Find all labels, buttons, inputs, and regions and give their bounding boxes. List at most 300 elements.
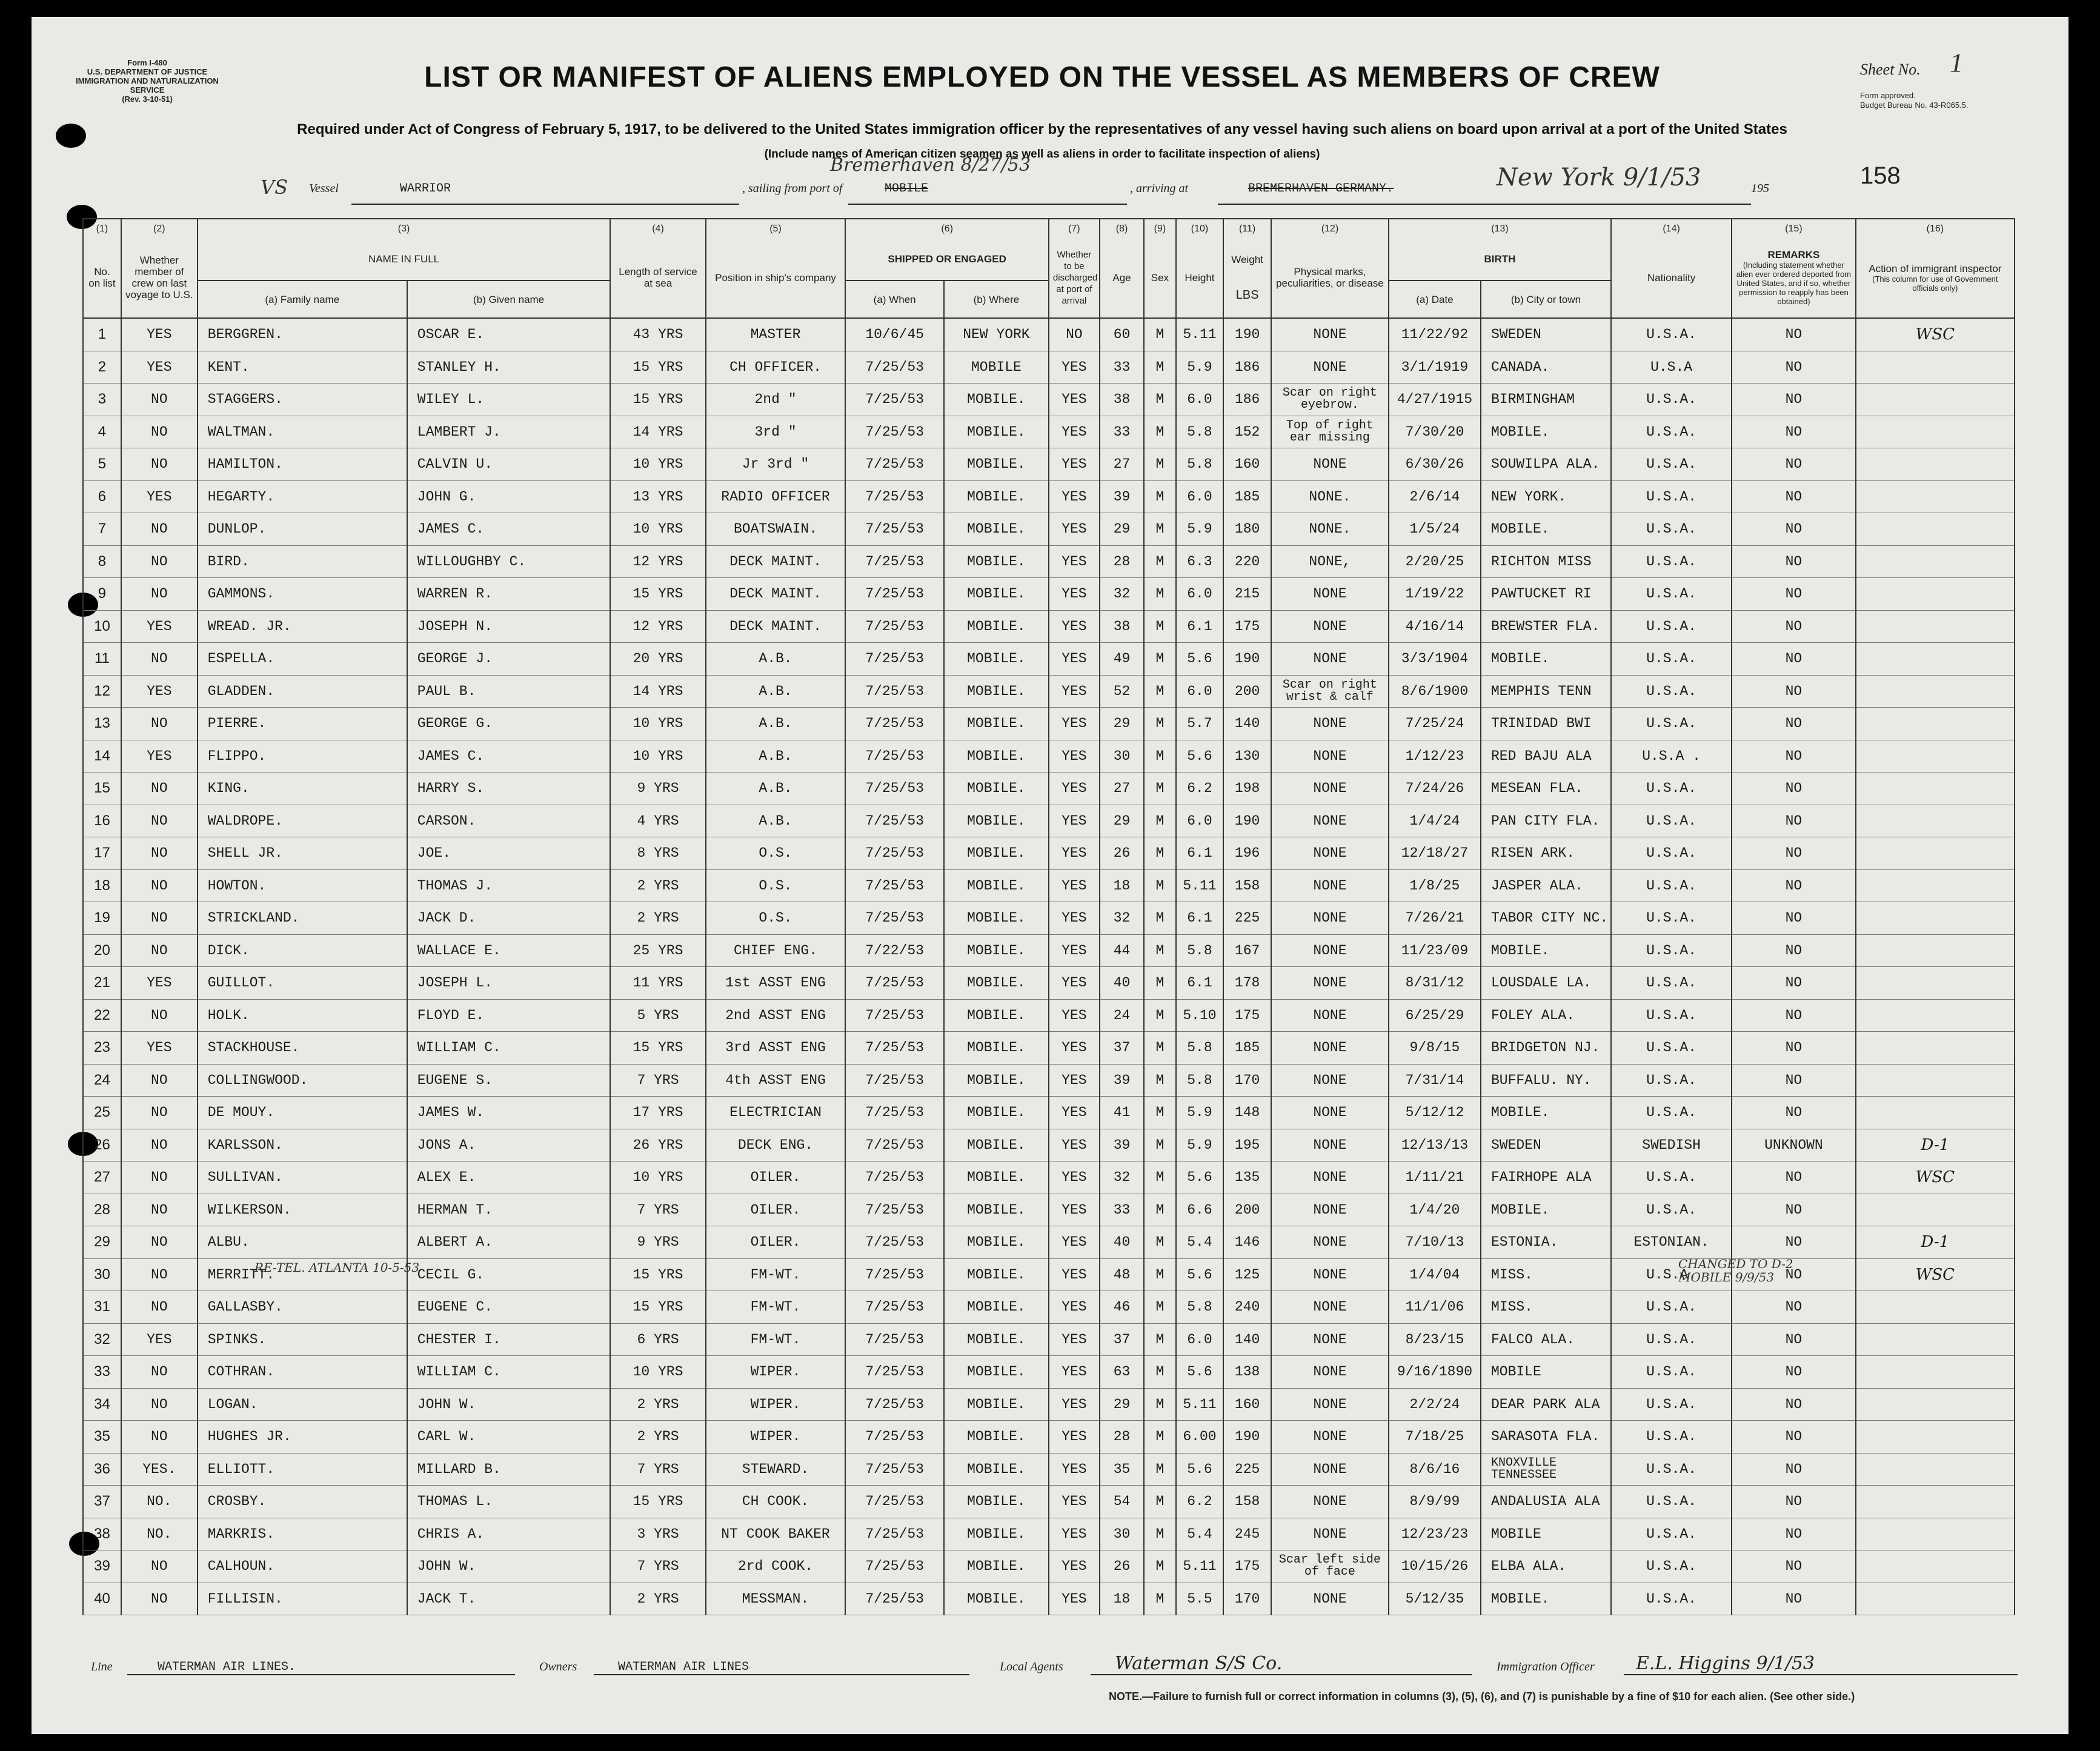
cell-service-length: 8 YRS — [610, 837, 705, 870]
cell-height: 5.8 — [1176, 1032, 1224, 1065]
cell-family-name: KING. — [198, 772, 407, 805]
cell-service-length: 17 YRS — [610, 1097, 705, 1129]
cell-service-length: 15 YRS — [610, 1032, 705, 1065]
cell-physical-marks: NONE — [1271, 1032, 1389, 1065]
cell-sex: M — [1144, 1388, 1175, 1421]
cell-birth-city: ESTONIA. — [1481, 1226, 1611, 1259]
cell-weight: 185 — [1223, 1032, 1271, 1065]
cell-inspector-action — [1856, 545, 2015, 578]
cell-service-length: 10 YRS — [610, 1161, 705, 1194]
cell-row-number: 15 — [83, 772, 121, 805]
cell-birth-city: MOBILE. — [1481, 1583, 1611, 1615]
cell-inspector-action — [1856, 1032, 2015, 1065]
cell-nationality: U.S.A. — [1611, 869, 1732, 902]
table-row — [83, 1421, 2015, 1454]
cell-position: WIPER. — [706, 1356, 846, 1389]
col-num: (3) — [198, 219, 611, 238]
cell-remarks: NO — [1732, 1291, 1855, 1324]
cell-remarks: NO — [1732, 1388, 1855, 1421]
cell-sex: M — [1144, 1194, 1175, 1226]
cell-row-number: 38 — [83, 1518, 121, 1550]
cell-birth-date: 8/23/15 — [1389, 1323, 1481, 1356]
cell-physical-marks: NONE — [1271, 1064, 1389, 1097]
cell-nationality: U.S.A. — [1611, 1097, 1732, 1129]
cell-nationality: U.S.A. — [1611, 1453, 1732, 1486]
cell-service-length: 12 YRS — [610, 545, 705, 578]
cell-service-length: 14 YRS — [610, 675, 705, 708]
cell-physical-marks: NONE — [1271, 902, 1389, 935]
cell-position: A.B. — [706, 772, 846, 805]
cell-given-name: EUGENE C. — [407, 1291, 611, 1324]
cell-row-number: 25 — [83, 1097, 121, 1129]
cell-position: DECK MAINT. — [706, 578, 846, 611]
cell-remarks: NO — [1732, 999, 1855, 1032]
cell-physical-marks: NONE — [1271, 869, 1389, 902]
officer-label: Immigration Officer — [1497, 1660, 1595, 1673]
cell-given-name: EUGENE S. — [407, 1064, 611, 1097]
table-row — [83, 1388, 2015, 1421]
cell-family-name: GAMMONS. — [198, 578, 407, 611]
cell-remarks: NO — [1732, 1064, 1855, 1097]
cell-weight: 138 — [1223, 1356, 1271, 1389]
cell-shipped-where: MOBILE. — [944, 1161, 1049, 1194]
cell-row-number: 12 — [83, 675, 121, 708]
cell-discharged: YES — [1049, 1032, 1100, 1065]
cell-shipped-where: MOBILE. — [944, 480, 1049, 513]
cell-age: 41 — [1100, 1097, 1144, 1129]
cell-row-number: 16 — [83, 805, 121, 837]
col-num: (13) — [1389, 219, 1611, 238]
cell-weight: 190 — [1223, 805, 1271, 837]
cell-shipped-when: 7/25/53 — [845, 1550, 944, 1583]
cell-age: 30 — [1100, 740, 1144, 772]
cell-sex: M — [1144, 480, 1175, 513]
cell-row-number: 22 — [83, 999, 121, 1032]
cell-shipped-when: 7/25/53 — [845, 1032, 944, 1065]
cell-row-number: 35 — [83, 1421, 121, 1454]
cell-birth-city: MEMPHIS TENN — [1481, 675, 1611, 708]
cell-member-last-voyage: NO — [121, 384, 198, 416]
cell-weight: 190 — [1223, 1421, 1271, 1454]
cell-inspector-action: D-1 — [1856, 1226, 2015, 1259]
table-row — [83, 1161, 2015, 1194]
cell-age: 33 — [1100, 1194, 1144, 1226]
cell-family-name: ELLIOTT. — [198, 1453, 407, 1486]
cell-row-number: 7 — [83, 513, 121, 546]
cell-row-number: 27 — [83, 1161, 121, 1194]
cell-family-name: STACKHOUSE. — [198, 1032, 407, 1065]
col-num: (7) — [1049, 219, 1100, 238]
cell-shipped-where: MOBILE. — [944, 708, 1049, 740]
cell-weight: 198 — [1223, 772, 1271, 805]
cell-row-number: 18 — [83, 869, 121, 902]
cell-family-name: SPINKS. — [198, 1323, 407, 1356]
cell-remarks: NO — [1732, 869, 1855, 902]
cell-sex: M — [1144, 1097, 1175, 1129]
cell-position: MESSMAN. — [706, 1583, 846, 1615]
cell-weight: 225 — [1223, 1453, 1271, 1486]
cell-sex: M — [1144, 1291, 1175, 1324]
cell-weight: 152 — [1223, 416, 1271, 448]
cell-discharged: YES — [1049, 1097, 1100, 1129]
cell-service-length: 2 YRS — [610, 869, 705, 902]
cell-service-length: 11 YRS — [610, 967, 705, 1000]
table-row — [83, 1194, 2015, 1226]
col-num: (10) — [1176, 219, 1224, 238]
agents-label: Local Agents — [1000, 1660, 1063, 1673]
cell-inspector-action — [1856, 740, 2015, 772]
cell-age: 52 — [1100, 675, 1144, 708]
cell-remarks: NO — [1732, 578, 1855, 611]
col-given-name: (b) Given name — [407, 281, 611, 318]
cell-remarks: NO — [1732, 1032, 1855, 1065]
cell-birth-date: 2/6/14 — [1389, 480, 1481, 513]
cell-family-name: PIERRE. — [198, 708, 407, 740]
cell-birth-city: MISS. — [1481, 1258, 1611, 1291]
line-label: Line — [91, 1660, 113, 1673]
table-row — [83, 1453, 2015, 1486]
col-height: Height — [1176, 238, 1224, 318]
cell-shipped-when: 7/25/53 — [845, 1518, 944, 1550]
cell-birth-city: MOBILE. — [1481, 643, 1611, 676]
cell-inspector-action — [1856, 578, 2015, 611]
cell-birth-date: 9/16/1890 — [1389, 1356, 1481, 1389]
cell-given-name: CECIL G. — [407, 1258, 611, 1291]
cell-birth-city: MOBILE. — [1481, 934, 1611, 967]
cell-remarks: NO — [1732, 902, 1855, 935]
cell-service-length: 15 YRS — [610, 1258, 705, 1291]
cell-birth-city: MOBILE. — [1481, 416, 1611, 448]
cell-birth-city: SWEDEN — [1481, 318, 1611, 351]
table-row — [83, 999, 2015, 1032]
cell-weight: 125 — [1223, 1258, 1271, 1291]
cell-given-name: FLOYD E. — [407, 999, 611, 1032]
cell-discharged: YES — [1049, 837, 1100, 870]
cell-given-name: CARSON. — [407, 805, 611, 837]
cell-shipped-when: 7/25/53 — [845, 967, 944, 1000]
cell-row-number: 6 — [83, 480, 121, 513]
cell-service-length: 7 YRS — [610, 1194, 705, 1226]
cell-discharged: YES — [1049, 480, 1100, 513]
col-weight: Weight LBS — [1223, 238, 1271, 318]
cell-weight: 175 — [1223, 610, 1271, 643]
cell-given-name: HARRY S. — [407, 772, 611, 805]
cell-nationality: U.S.A — [1611, 351, 1732, 384]
cell-birth-city: PAN CITY FLA. — [1481, 805, 1611, 837]
cell-member-last-voyage: NO — [121, 1388, 198, 1421]
cell-service-length: 9 YRS — [610, 772, 705, 805]
cell-physical-marks: NONE — [1271, 1356, 1389, 1389]
cell-weight: 185 — [1223, 480, 1271, 513]
table-row — [83, 1583, 2015, 1615]
cell-birth-date: 7/31/14 — [1389, 1064, 1481, 1097]
col-name-in-full: NAME IN FULL — [198, 238, 611, 281]
cell-birth-date: 12/23/23 — [1389, 1518, 1481, 1550]
cell-discharged: YES — [1049, 1518, 1100, 1550]
cell-height: 6.3 — [1176, 545, 1224, 578]
table-row — [83, 1064, 2015, 1097]
cell-birth-city: SWEDEN — [1481, 1129, 1611, 1161]
cell-age: 39 — [1100, 1129, 1144, 1161]
cell-discharged: YES — [1049, 1291, 1100, 1324]
cell-member-last-voyage: YES — [121, 480, 198, 513]
cell-age: 49 — [1100, 643, 1144, 676]
cell-shipped-when: 7/25/53 — [845, 351, 944, 384]
cell-family-name: MARKRIS. — [198, 1518, 407, 1550]
cell-birth-date: 1/12/23 — [1389, 740, 1481, 772]
cell-weight: 220 — [1223, 545, 1271, 578]
cell-given-name: JOHN W. — [407, 1388, 611, 1421]
cell-member-last-voyage: YES. — [121, 1453, 198, 1486]
cell-height: 6.1 — [1176, 967, 1224, 1000]
cell-position: A.B. — [706, 643, 846, 676]
cell-shipped-when: 7/25/53 — [845, 740, 944, 772]
cell-shipped-when: 7/25/53 — [845, 805, 944, 837]
arrival-port-handwritten: New York 9/1/53 — [1497, 164, 1701, 191]
col-birth: BIRTH — [1389, 238, 1611, 281]
cell-discharged: YES — [1049, 545, 1100, 578]
cell-inspector-action: WSC — [1856, 1258, 2015, 1291]
table-row — [83, 351, 2015, 384]
cell-inspector-action — [1856, 643, 2015, 676]
cell-age: 28 — [1100, 545, 1144, 578]
cell-position: Jr 3rd " — [706, 448, 846, 481]
cell-sex: M — [1144, 1161, 1175, 1194]
cell-inspector-action — [1856, 967, 2015, 1000]
cell-given-name: JOSEPH N. — [407, 610, 611, 643]
cell-position: CH COOK. — [706, 1486, 846, 1518]
cell-weight: 160 — [1223, 1388, 1271, 1421]
officer-value: E.L. Higgins 9/1/53 — [1624, 1653, 2018, 1675]
cell-weight: 200 — [1223, 1194, 1271, 1226]
cell-weight: 140 — [1223, 1323, 1271, 1356]
serial-number: 158 — [1860, 162, 1901, 189]
cell-row-number: 23 — [83, 1032, 121, 1065]
cell-member-last-voyage: NO — [121, 643, 198, 676]
cell-physical-marks: NONE — [1271, 708, 1389, 740]
cell-discharged: YES — [1049, 805, 1100, 837]
cell-position: DECK MAINT. — [706, 545, 846, 578]
table-row — [83, 416, 2015, 448]
cell-physical-marks: NONE — [1271, 1258, 1389, 1291]
from-port-typed: MOBILE — [848, 182, 1127, 205]
cell-family-name: DICK. — [198, 934, 407, 967]
cell-remarks: NO — [1732, 480, 1855, 513]
cell-weight: 245 — [1223, 1518, 1271, 1550]
cell-weight: 167 — [1223, 934, 1271, 967]
cell-age: 35 — [1100, 1453, 1144, 1486]
cell-birth-date: 11/1/06 — [1389, 1291, 1481, 1324]
cell-member-last-voyage: NO — [121, 805, 198, 837]
cell-inspector-action — [1856, 480, 2015, 513]
cell-birth-date: 7/26/21 — [1389, 902, 1481, 935]
cell-member-last-voyage: YES — [121, 610, 198, 643]
cell-shipped-when: 7/25/53 — [845, 902, 944, 935]
cell-service-length: 10 YRS — [610, 740, 705, 772]
table-row — [83, 1550, 2015, 1583]
approval-note: Form approved. Budget Bureau No. 43-R065.5. — [1860, 91, 1969, 110]
cell-remarks: NO — [1732, 318, 1855, 351]
cell-inspector-action — [1856, 1518, 2015, 1550]
cell-family-name: HUGHES JR. — [198, 1421, 407, 1454]
cell-row-number: 29 — [83, 1226, 121, 1259]
cell-row-number: 39 — [83, 1550, 121, 1583]
cell-shipped-where: MOBILE. — [944, 675, 1049, 708]
cell-position: 3rd " — [706, 416, 846, 448]
cell-family-name: WALDROPE. — [198, 805, 407, 837]
cell-physical-marks: NONE — [1271, 610, 1389, 643]
cell-row-number: 8 — [83, 545, 121, 578]
cell-inspector-action — [1856, 448, 2015, 481]
cell-sex: M — [1144, 643, 1175, 676]
cell-shipped-when: 7/25/53 — [845, 480, 944, 513]
cell-birth-date: 1/8/25 — [1389, 869, 1481, 902]
cell-height: 6.1 — [1176, 902, 1224, 935]
cell-inspector-action — [1856, 1453, 2015, 1486]
cell-member-last-voyage: NO — [121, 869, 198, 902]
table-row — [83, 675, 2015, 708]
cell-position: RADIO OFFICER — [706, 480, 846, 513]
cell-position: OILER. — [706, 1161, 846, 1194]
table-row — [83, 869, 2015, 902]
cell-position: O.S. — [706, 837, 846, 870]
cell-shipped-when: 7/25/53 — [845, 869, 944, 902]
cell-service-length: 13 YRS — [610, 480, 705, 513]
cell-birth-city: MOBILE — [1481, 1518, 1611, 1550]
cell-inspector-action — [1856, 1097, 2015, 1129]
cell-member-last-voyage: NO — [121, 708, 198, 740]
cell-service-length: 10 YRS — [610, 448, 705, 481]
cell-birth-date: 1/4/20 — [1389, 1194, 1481, 1226]
cell-physical-marks: NONE — [1271, 1583, 1389, 1615]
cell-remarks: NO — [1732, 1486, 1855, 1518]
cell-shipped-when: 7/25/53 — [845, 772, 944, 805]
cell-service-length: 43 YRS — [610, 318, 705, 351]
cell-physical-marks: NONE — [1271, 1226, 1389, 1259]
cell-inspector-action — [1856, 1194, 2015, 1226]
cell-row-number: 30 — [83, 1258, 121, 1291]
cell-nationality: U.S.A. — [1611, 1356, 1732, 1389]
owners-value: WATERMAN AIR LINES — [594, 1660, 969, 1675]
cell-shipped-where: MOBILE. — [944, 1323, 1049, 1356]
cell-row-number: 36 — [83, 1453, 121, 1486]
cell-row-number: 40 — [83, 1583, 121, 1615]
cell-member-last-voyage: YES — [121, 351, 198, 384]
cell-family-name: HOWTON. — [198, 869, 407, 902]
cell-inspector-action — [1856, 772, 2015, 805]
cell-member-last-voyage: NO — [121, 1064, 198, 1097]
cell-given-name: JONS A. — [407, 1129, 611, 1161]
cell-birth-city: NEW YORK. — [1481, 480, 1611, 513]
cell-position: 2nd ASST ENG — [706, 999, 846, 1032]
cell-given-name: WALLACE E. — [407, 934, 611, 967]
crew-table — [82, 218, 2015, 1615]
cell-service-length: 14 YRS — [610, 416, 705, 448]
cell-family-name: BIRD. — [198, 545, 407, 578]
cell-height: 6.0 — [1176, 1323, 1224, 1356]
cell-given-name: WILEY L. — [407, 384, 611, 416]
cell-shipped-where: MOBILE. — [944, 610, 1049, 643]
cell-weight: 225 — [1223, 902, 1271, 935]
cell-physical-marks: NONE — [1271, 1486, 1389, 1518]
cell-inspector-action — [1856, 675, 2015, 708]
cell-discharged: YES — [1049, 578, 1100, 611]
from-port-handwritten: Bremerhaven 8/27/53 — [830, 154, 1031, 176]
cell-remarks: NO — [1732, 351, 1855, 384]
cell-discharged: YES — [1049, 1550, 1100, 1583]
cell-birth-city: BUFFALU. NY. — [1481, 1064, 1611, 1097]
cell-physical-marks: NONE, — [1271, 545, 1389, 578]
cell-remarks: NO — [1732, 1453, 1855, 1486]
col-member-last-voyage: Whether member of crew on last voyage to U.S. — [121, 238, 198, 318]
sheet-number: 1 — [1950, 48, 1963, 78]
cell-row-number: 11 — [83, 643, 121, 676]
cell-age: 29 — [1100, 805, 1144, 837]
cell-age: 63 — [1100, 1356, 1144, 1389]
cell-family-name: WREAD. JR. — [198, 610, 407, 643]
cell-birth-date: 3/1/1919 — [1389, 351, 1481, 384]
cell-family-name: ESPELLA. — [198, 643, 407, 676]
cell-birth-date: 4/16/14 — [1389, 610, 1481, 643]
cell-position: 4th ASST ENG — [706, 1064, 846, 1097]
cell-weight: 240 — [1223, 1291, 1271, 1324]
cell-birth-city: BREWSTER FLA. — [1481, 610, 1611, 643]
cell-row-number: 20 — [83, 934, 121, 967]
cell-discharged: YES — [1049, 1453, 1100, 1486]
cell-weight: 196 — [1223, 837, 1271, 870]
cell-shipped-where: MOBILE. — [944, 1550, 1049, 1583]
cell-physical-marks: NONE — [1271, 1161, 1389, 1194]
cell-height: 5.8 — [1176, 416, 1224, 448]
cell-weight: 135 — [1223, 1161, 1271, 1194]
cell-member-last-voyage: NO — [121, 545, 198, 578]
cell-physical-marks: NONE — [1271, 1194, 1389, 1226]
cell-position: OILER. — [706, 1194, 846, 1226]
cell-remarks: NO — [1732, 610, 1855, 643]
col-birth-date: (a) Date — [1389, 281, 1481, 318]
cell-physical-marks: NONE — [1271, 448, 1389, 481]
cell-service-length: 7 YRS — [610, 1064, 705, 1097]
cell-sex: M — [1144, 1032, 1175, 1065]
cell-shipped-where: MOBILE. — [944, 967, 1049, 1000]
cell-family-name: GALLASBY. — [198, 1291, 407, 1324]
page-subtitle: Required under Act of Congress of February 5, 1917, to be delivered to the United States immigration officer by the representatives of any vessel having such aliens on board upon arrival at a port of the United States — [297, 121, 1787, 138]
cell-birth-city: KNOXVILLE TENNESSEE — [1481, 1453, 1611, 1486]
table-row — [83, 384, 2015, 416]
cell-height: 5.8 — [1176, 1291, 1224, 1324]
cell-physical-marks: NONE — [1271, 1453, 1389, 1486]
cell-discharged: YES — [1049, 643, 1100, 676]
col-num: (12) — [1271, 219, 1389, 238]
cell-shipped-where: MOBILE. — [944, 902, 1049, 935]
cell-shipped-when: 7/25/53 — [845, 1129, 944, 1161]
cell-member-last-voyage: NO — [121, 772, 198, 805]
cell-age: 39 — [1100, 1064, 1144, 1097]
col-num: (5) — [706, 219, 846, 238]
cell-remarks: NO — [1732, 708, 1855, 740]
cell-sex: M — [1144, 902, 1175, 935]
cell-nationality: U.S.A. — [1611, 934, 1732, 967]
cell-birth-date: 1/11/21 — [1389, 1161, 1481, 1194]
cell-shipped-when: 7/25/53 — [845, 643, 944, 676]
cell-nationality: U.S.A. — [1611, 1194, 1732, 1226]
cell-age: 40 — [1100, 1226, 1144, 1259]
cell-shipped-where: MOBILE. — [944, 1032, 1049, 1065]
cell-discharged: YES — [1049, 740, 1100, 772]
cell-inspector-action — [1856, 1421, 2015, 1454]
cell-family-name: HOLK. — [198, 999, 407, 1032]
cell-birth-date: 1/19/22 — [1389, 578, 1481, 611]
